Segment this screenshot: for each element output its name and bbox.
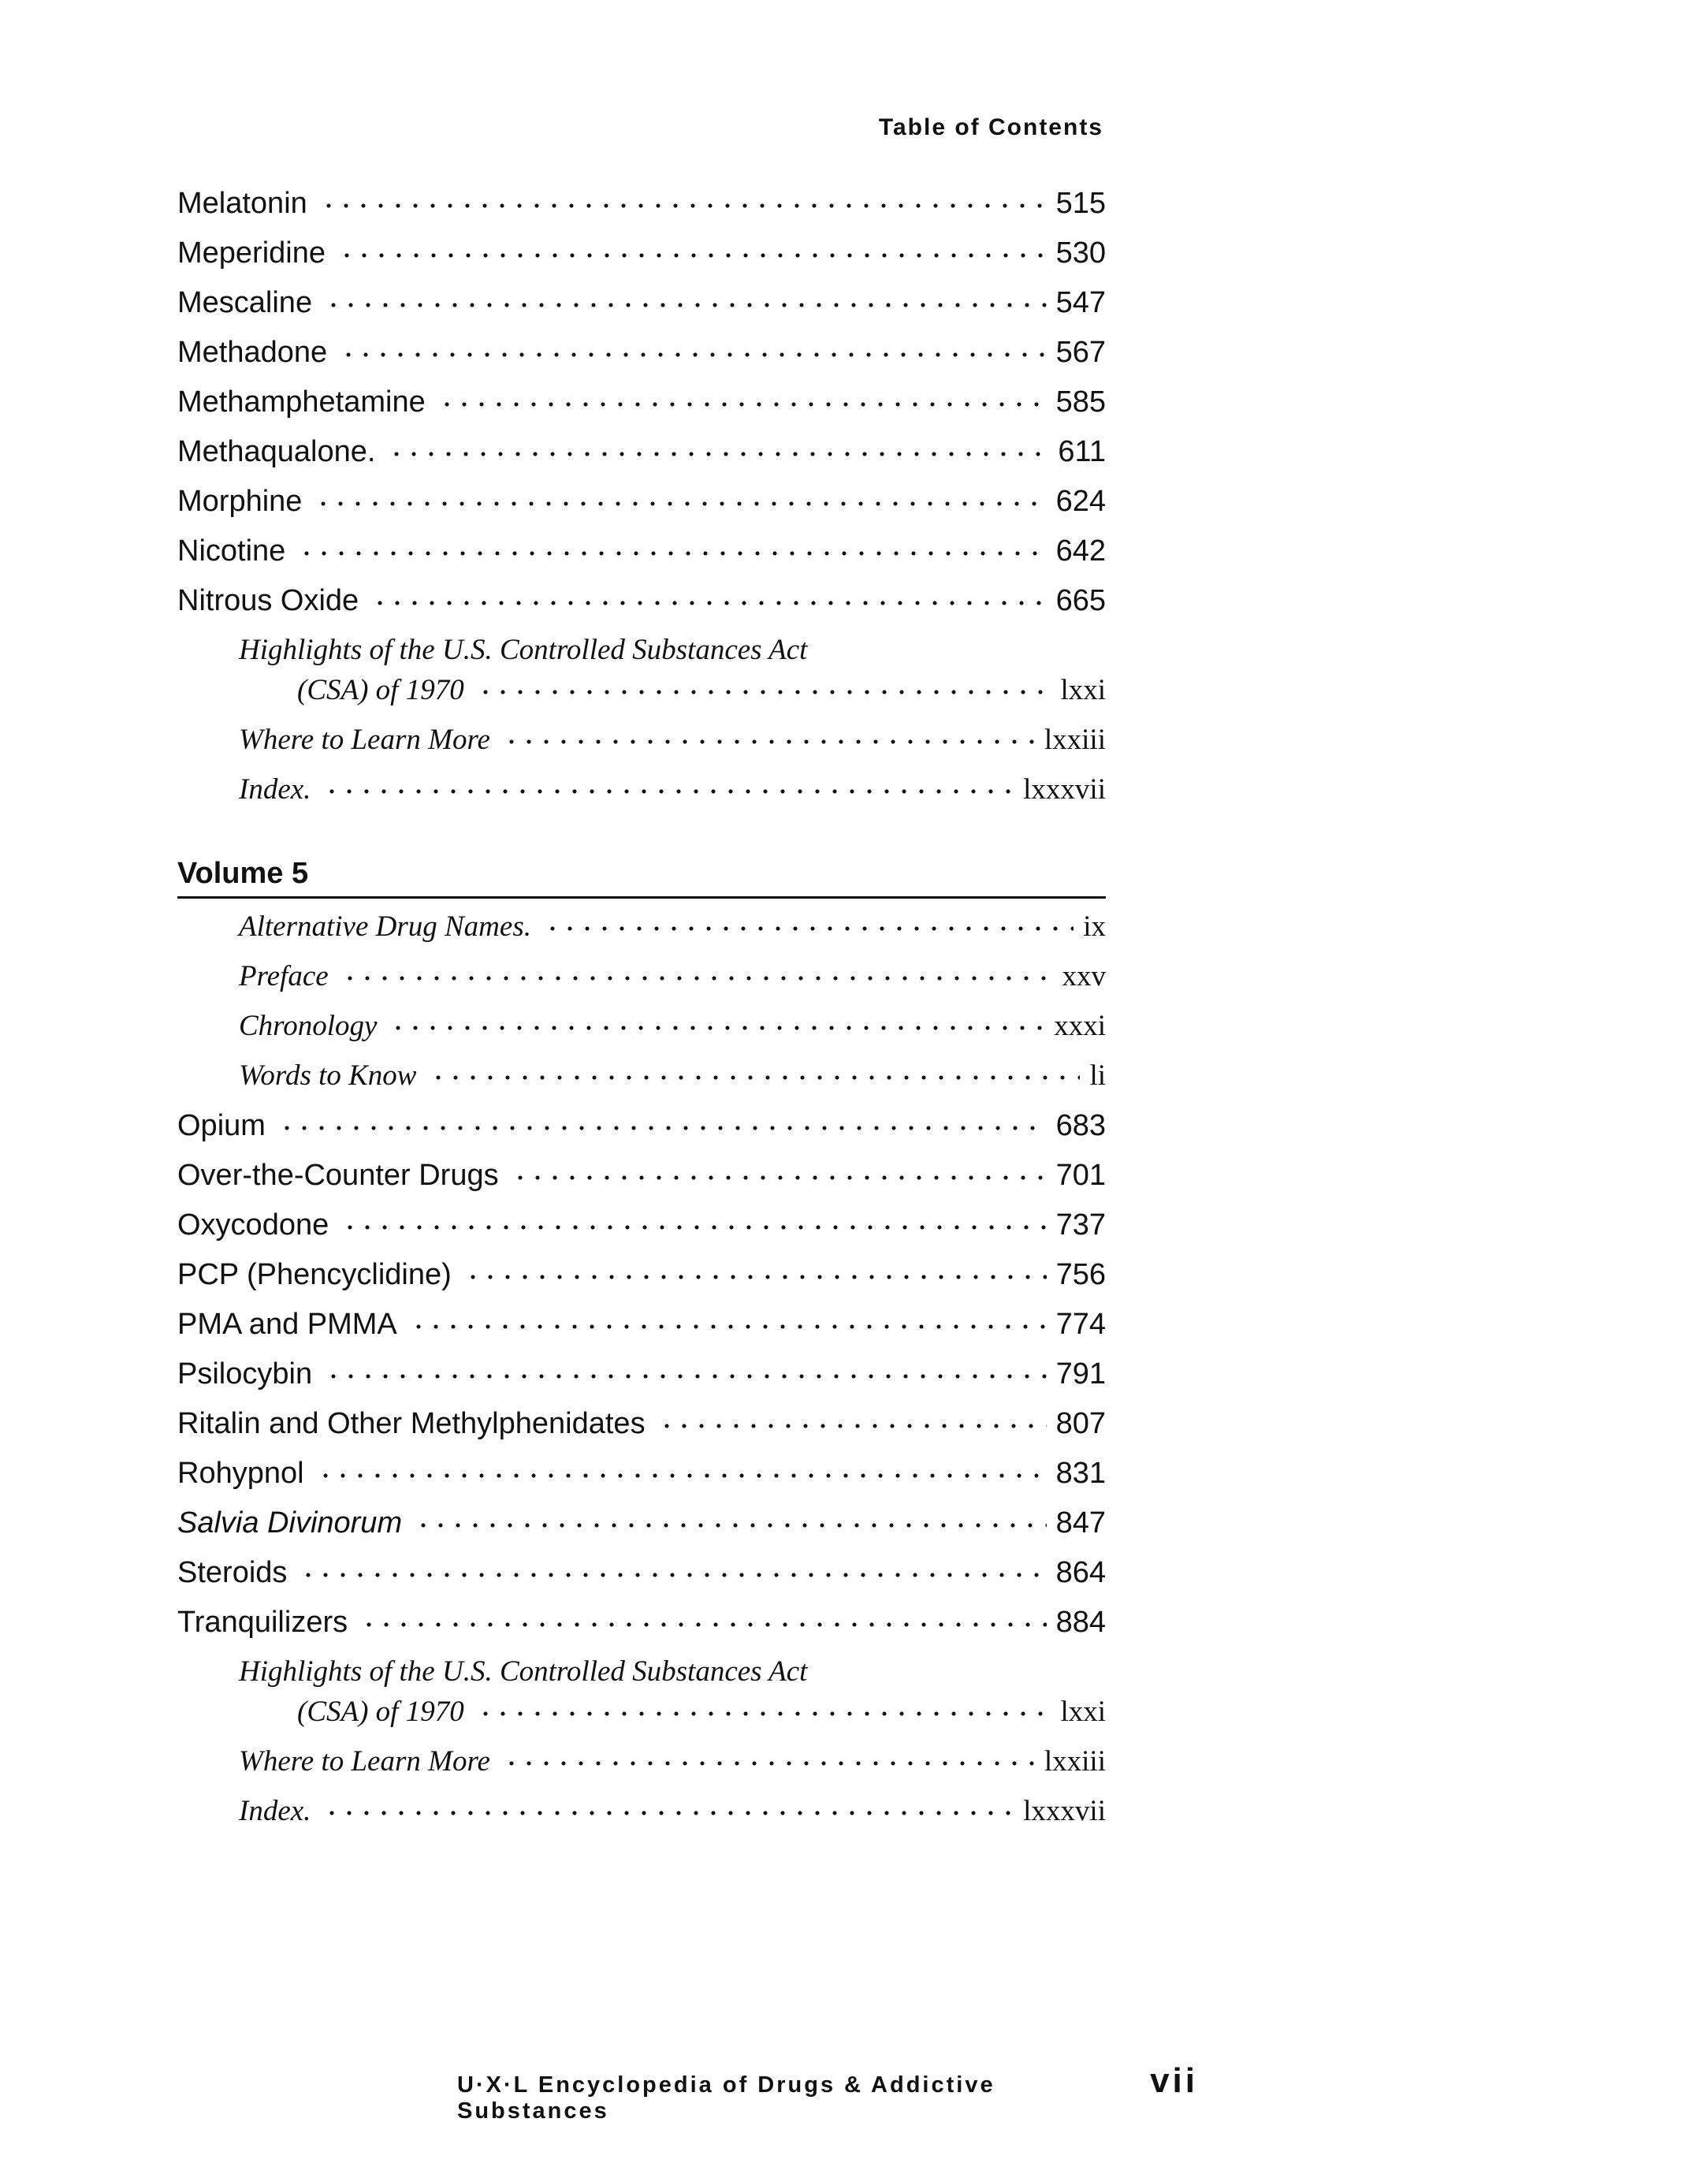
dot-leader: [335, 234, 1047, 264]
dot-leader: [435, 383, 1047, 413]
page-footer: [457, 2061, 1198, 2124]
dot-leader: [655, 1405, 1047, 1435]
dot-leader: [508, 1156, 1047, 1186]
page-number: lxxiii: [1044, 1745, 1106, 1778]
toc-entry-index[interactable]: [177, 769, 1106, 819]
toc-entry[interactable]: [177, 1155, 1106, 1204]
dot-leader: [474, 1693, 1051, 1722]
page-number: 864: [1055, 1556, 1106, 1589]
entry-label: Ritalin and Other Methylphenidates: [177, 1407, 646, 1440]
toc-entry[interactable]: [177, 332, 1106, 382]
toc-entry-index[interactable]: [177, 1791, 1106, 1841]
entry-label: Steroids: [177, 1556, 288, 1589]
dot-leader: [426, 1057, 1081, 1086]
page-number: lxxxvii: [1023, 773, 1106, 806]
toc-entry[interactable]: [177, 1304, 1106, 1353]
dot-leader: [541, 908, 1074, 937]
page-number: 665: [1055, 584, 1106, 617]
dot-leader: [407, 1305, 1047, 1335]
volume-heading: Volume 5: [177, 851, 1106, 899]
dot-leader: [311, 482, 1046, 512]
toc-entry[interactable]: [177, 1254, 1106, 1304]
running-head: Table of Contents: [878, 114, 1103, 140]
toc-entry[interactable]: [177, 183, 1106, 233]
page-number: lxxiii: [1044, 724, 1106, 756]
section-spacer: [177, 819, 1106, 851]
dot-leader: [275, 1107, 1047, 1137]
entry-label: Opium: [177, 1109, 266, 1142]
entry-label-line1: Highlights of the U.S. Controlled Substances Act: [239, 1655, 808, 1688]
entry-label: Index.: [239, 1795, 311, 1827]
entry-label: PMA and PMMA: [177, 1308, 397, 1341]
dot-leader: [368, 582, 1046, 612]
page-number: lxxxvii: [1023, 1795, 1106, 1827]
page-number: 611: [1058, 435, 1106, 468]
book-title: U·X·L Encyclopedia of Drugs & Addictive Substances: [457, 2072, 995, 2124]
entry-label: Alternative Drug Names.: [239, 910, 531, 943]
dot-leader: [296, 1554, 1046, 1584]
page-number: 683: [1055, 1109, 1106, 1142]
entry-label: Methaqualone.: [177, 435, 376, 468]
entry-label: Where to Learn More: [239, 1745, 490, 1778]
page-number: xxxi: [1054, 1010, 1106, 1042]
page-number: 642: [1055, 534, 1106, 568]
toc-entry[interactable]: [177, 1353, 1106, 1403]
dot-leader: [461, 1256, 1047, 1286]
page-number: 807: [1055, 1407, 1106, 1440]
page-number: 515: [1055, 187, 1106, 220]
toc-entry-frontmatter[interactable]: [177, 956, 1106, 1006]
dot-leader: [500, 1743, 1035, 1772]
entry-label: Chronology: [239, 1010, 378, 1042]
page-number: lxxi: [1060, 674, 1106, 706]
dot-leader: [295, 532, 1046, 562]
page-number: 737: [1055, 1208, 1106, 1242]
dot-leader: [386, 1007, 1044, 1037]
dot-leader: [338, 1206, 1046, 1236]
page-number: 847: [1055, 1506, 1106, 1539]
toc-entry-frontmatter[interactable]: [177, 907, 1106, 956]
entry-label: Mescaline: [177, 286, 313, 319]
toc-entry-frontmatter[interactable]: [177, 1055, 1106, 1105]
entry-label-line2: (CSA) of 1970: [297, 1696, 464, 1728]
toc-entry[interactable]: [177, 282, 1106, 332]
toc-entry-where-to-learn-more[interactable]: [177, 1741, 1106, 1791]
page-number: xxv: [1062, 960, 1106, 992]
toc-entry[interactable]: [177, 1502, 1106, 1552]
dot-leader: [320, 1793, 1014, 1822]
entry-label: Methamphetamine: [177, 385, 426, 419]
entry-label: Preface: [239, 960, 329, 992]
toc-entry[interactable]: [177, 1403, 1106, 1453]
entry-label: Words to Know: [239, 1059, 417, 1092]
dot-leader: [411, 1504, 1047, 1534]
entry-label: Methadone: [177, 336, 328, 369]
entry-label: Nicotine: [177, 534, 286, 568]
entry-label: Rohypnol: [177, 1457, 304, 1490]
toc-entry[interactable]: [177, 1453, 1106, 1502]
toc-entry[interactable]: [177, 1105, 1106, 1155]
toc-entry-frontmatter[interactable]: [177, 1006, 1106, 1055]
page-number: 884: [1055, 1606, 1106, 1639]
toc-entry[interactable]: [177, 1552, 1106, 1602]
page-number: lxxi: [1060, 1696, 1106, 1728]
entry-label: Tranquilizers: [177, 1606, 348, 1639]
page-number: 701: [1055, 1159, 1106, 1192]
page-number: 774: [1055, 1308, 1106, 1341]
dot-leader: [314, 1454, 1047, 1484]
page-number: 567: [1055, 336, 1106, 369]
entry-label: Salvia Divinorum: [177, 1506, 403, 1539]
page-number: li: [1089, 1059, 1106, 1092]
dot-leader: [357, 1603, 1046, 1633]
entry-label: Nitrous Oxide: [177, 584, 359, 617]
dot-leader: [322, 284, 1047, 314]
entry-label: Over-the-Counter Drugs: [177, 1159, 499, 1192]
toc-entry-csa[interactable]: [177, 630, 1106, 720]
entry-label: PCP (Phencyclidine): [177, 1258, 452, 1291]
toc-entry-csa[interactable]: [177, 1651, 1106, 1741]
page-number: 547: [1055, 286, 1106, 319]
dot-leader: [500, 721, 1035, 750]
toc-entry[interactable]: [177, 431, 1106, 481]
entry-label-line2: (CSA) of 1970: [297, 674, 464, 706]
toc-entry[interactable]: [177, 1602, 1106, 1651]
entry-label: Where to Learn More: [239, 724, 490, 756]
entry-label: Meperidine: [177, 236, 326, 270]
toc-entry[interactable]: [177, 382, 1106, 431]
dot-leader: [320, 771, 1014, 800]
page-number: 585: [1055, 385, 1106, 419]
entry-label: Oxycodone: [177, 1208, 329, 1242]
page-number: 756: [1055, 1258, 1106, 1291]
toc-entry[interactable]: [177, 531, 1106, 580]
toc-entry[interactable]: [177, 1204, 1106, 1254]
page-number: 624: [1055, 485, 1106, 518]
dot-leader: [322, 1355, 1047, 1385]
page-number: 530: [1055, 236, 1106, 270]
entry-label: Psilocybin: [177, 1357, 313, 1391]
page-number: 791: [1055, 1357, 1106, 1391]
toc-entry[interactable]: [177, 481, 1106, 531]
toc-entry[interactable]: [177, 580, 1106, 630]
entry-label-line1: Highlights of the U.S. Controlled Substances Act: [239, 634, 808, 666]
table-of-contents: [177, 183, 1106, 1841]
entry-label: Index.: [239, 773, 311, 806]
entry-label: Morphine: [177, 485, 303, 518]
dot-leader: [317, 184, 1047, 214]
page-folio: vii: [1150, 2061, 1198, 2100]
dot-leader: [385, 433, 1048, 463]
page-number: ix: [1083, 910, 1106, 943]
toc-entry[interactable]: [177, 233, 1106, 282]
page-number: 831: [1055, 1457, 1106, 1490]
dot-leader: [474, 672, 1051, 701]
toc-entry-where-to-learn-more[interactable]: [177, 720, 1106, 769]
dot-leader: [337, 333, 1046, 363]
dot-leader: [338, 958, 1053, 987]
entry-label: Melatonin: [177, 187, 307, 220]
